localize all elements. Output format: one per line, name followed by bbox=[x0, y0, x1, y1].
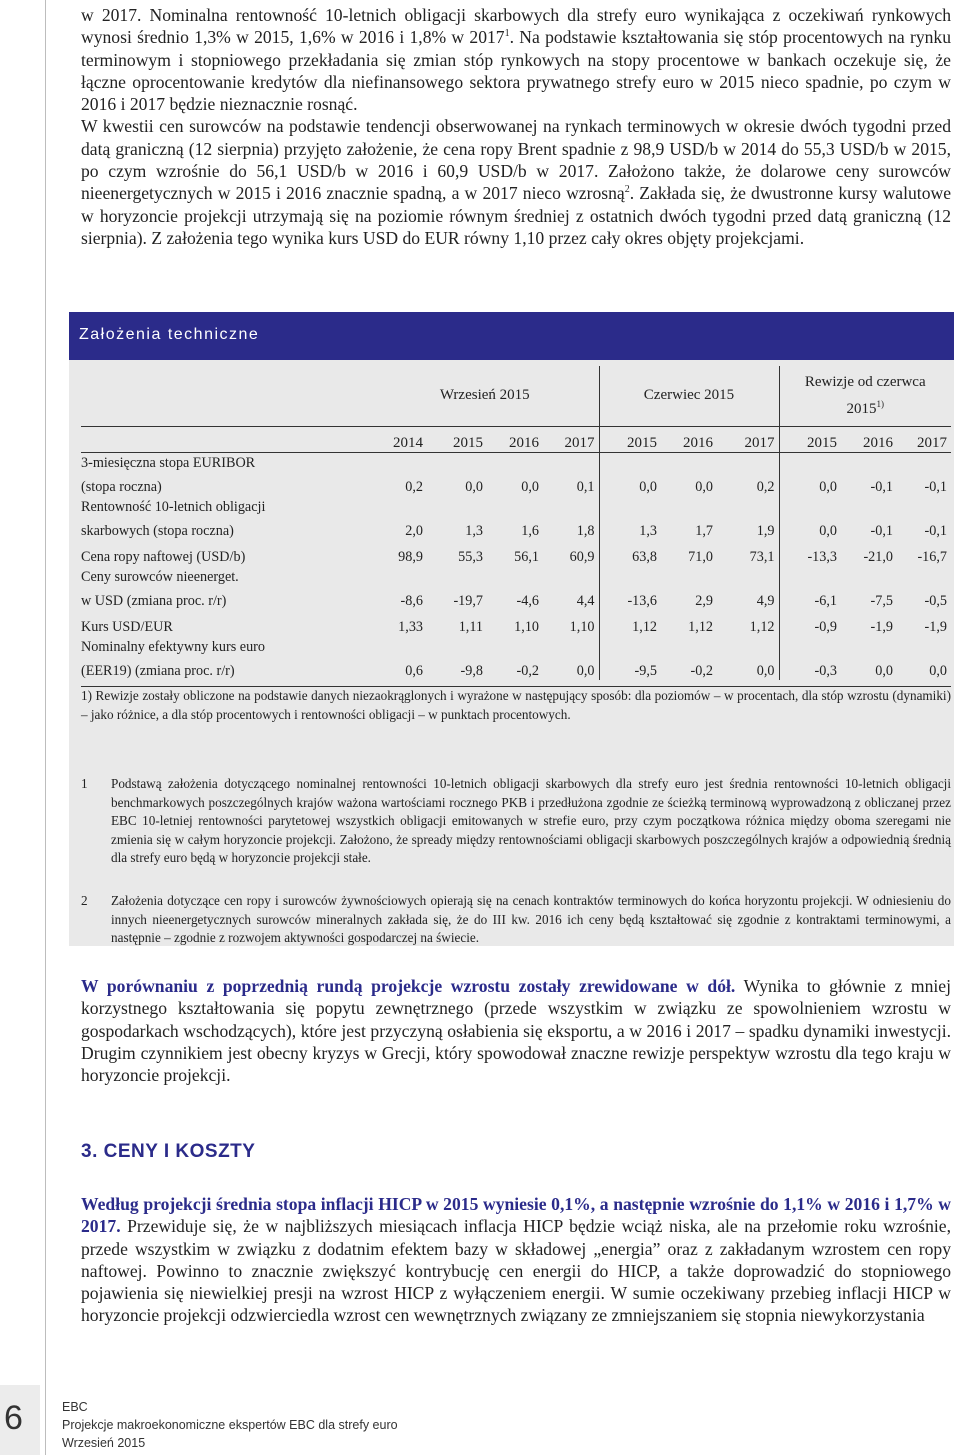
value-cell: 0,0 bbox=[717, 656, 779, 680]
table-row-label bbox=[81, 452, 951, 472]
empty-cell bbox=[717, 452, 779, 472]
empty-cell bbox=[543, 566, 599, 586]
table-row bbox=[81, 472, 951, 496]
box-title: Założenia techniczne bbox=[79, 326, 260, 343]
para1-text: w 2017. Nominalna rentowność 10-letnich obligacji skarbowych dla strefy euro wynikająca z oczekiwań rynkowych wynosi średnio 1,3% w 2015, 1,6% w 2016 i 1,8% w 2017 bbox=[81, 5, 951, 48]
empty-cell bbox=[661, 452, 717, 472]
empty-cell bbox=[427, 452, 487, 472]
empty-cell bbox=[599, 452, 661, 472]
empty-cell bbox=[897, 496, 951, 516]
footnote-ref-1[interactable]: 1 bbox=[504, 28, 510, 40]
row-label: 3-miesięczna stopa EURIBOR bbox=[81, 455, 256, 471]
row-label: Ceny surowców nieenerget. bbox=[81, 569, 239, 585]
empty-cell bbox=[717, 496, 779, 516]
empty-cell bbox=[543, 636, 599, 656]
empty-cell bbox=[841, 496, 897, 516]
value-cell: 1,33 bbox=[398, 619, 423, 635]
revisions-year-text: 2015 bbox=[846, 401, 877, 418]
year-header: 2016 bbox=[841, 426, 897, 452]
empty-cell bbox=[661, 566, 717, 586]
year-header: 2016 bbox=[661, 426, 717, 452]
empty-cell bbox=[779, 636, 841, 656]
value-cell: 0,6 bbox=[405, 663, 423, 679]
table-row bbox=[81, 656, 951, 680]
box-title-bar bbox=[69, 312, 954, 360]
value-cell: 60,9 bbox=[543, 540, 599, 566]
value-cell: 55,3 bbox=[458, 549, 483, 565]
value-cell: 1,9 bbox=[717, 516, 779, 540]
value-cell: 0,2 bbox=[405, 479, 423, 495]
value-cell: 0,0 bbox=[929, 663, 947, 679]
year-row-label bbox=[81, 426, 371, 452]
empty-cell bbox=[487, 636, 543, 656]
value-cell: 0,2 bbox=[717, 472, 779, 496]
value-cell: 0,0 bbox=[875, 663, 893, 679]
year-header: 2014 bbox=[371, 426, 427, 452]
para4-lead: Według projekcji średnia stopa inflacji HICP w 2015 wyniesie 0,1%, a następnie wzrośnie do 1,1% w 2016 i 1,7% w 2017. bbox=[81, 1194, 951, 1237]
empty-cell bbox=[371, 636, 427, 656]
value-cell: -9,5 bbox=[634, 663, 657, 679]
value-cell: -9,8 bbox=[460, 663, 483, 679]
group-header-sep2015: Wrzesień 2015 bbox=[371, 366, 599, 426]
footnote-number: 2 bbox=[81, 893, 88, 908]
value-cell: 2,0 bbox=[405, 523, 423, 539]
empty-cell bbox=[543, 496, 599, 516]
value-cell: 1,10 bbox=[543, 610, 599, 636]
group-header-revisions bbox=[779, 366, 951, 426]
body-paragraph-prices bbox=[81, 1193, 951, 1327]
value-cell: 2,9 bbox=[695, 593, 713, 609]
empty-cell bbox=[599, 636, 661, 656]
value-cell: -1,9 bbox=[870, 619, 893, 635]
page-number: 6 bbox=[4, 1399, 23, 1437]
value-cell: 1,7 bbox=[695, 523, 713, 539]
value-cell: -21,0 bbox=[863, 549, 893, 565]
footnote-2 bbox=[81, 892, 951, 952]
revisions-note: 1) Rewizje zostały obliczone na podstawie danych niezaokrąglonych i wyrażone w następujący sposób: dla poziomów – w procentach, dla stóp wzrostu (dynamiki) – jako różnice, a dla stóp procentowych i rentowności obligacji – w punktach procentowych. bbox=[81, 688, 951, 722]
year-header: 2015 bbox=[427, 426, 487, 452]
footer-org: EBC bbox=[62, 1400, 88, 1414]
footnote-text: Podstawą założenia dotyczącego nominalnej rentowności 10-letnich obligacji skarbowych dla strefy euro jest średnia rentowności 10-letnich obligacji benchmarkowych poszczególnych krajów ważona wartościami rocznego PKB i przedłużona zgodnie ze ścieżką terminową wyprowadzoną z obliczanej przez EBC 10-letniej rentowności parytetowej wszystkich obligacji emitowanych w strefie euro, przy czym początkowa różnica między oboma szeregami nie zmienia się w całym horyzoncie projekcji. Założono, że spready między rentownościami obligacji skarbowych poszczególnych krajów a odpowiednią średnią dla strefy euro będą w horyzoncie projekcji stałe. bbox=[111, 776, 951, 865]
empty-cell bbox=[371, 566, 427, 586]
value-cell: 0,0 bbox=[639, 479, 657, 495]
value-cell: -8,6 bbox=[400, 593, 423, 609]
empty-cell bbox=[897, 452, 951, 472]
body-paragraph-growth bbox=[81, 975, 951, 1086]
margin-rule bbox=[45, 0, 46, 1455]
year-header: 2017 bbox=[543, 426, 599, 452]
value-cell: 0,0 bbox=[465, 479, 483, 495]
empty-cell bbox=[543, 452, 599, 472]
para1-text-cont: . Na podstawie kształtowania się stóp procentowych na rynku terminowym i stopniowego przekładania się zmian stóp rynkowych na stopy procentowe w bankach oczekuje się, że łączne oprocentowanie kredytów dla niefinansowego sektora prywatnego strefy euro w 2015 nieco spadnie, po czym w 2016 i 2017 będzie nieznacznie rosnąć. bbox=[81, 27, 952, 115]
empty-cell bbox=[661, 636, 717, 656]
empty-cell bbox=[779, 496, 841, 516]
empty-cell bbox=[779, 566, 841, 586]
empty-cell bbox=[487, 566, 543, 586]
row-label: w USD (zmiana proc. r/r) bbox=[81, 593, 227, 609]
row-label: Nominalny efektywny kurs euro bbox=[81, 639, 266, 655]
table-corner bbox=[81, 366, 371, 426]
revisions-footnote-ref: 1) bbox=[876, 399, 884, 410]
value-cell: 98,9 bbox=[398, 549, 423, 565]
value-cell: -16,7 bbox=[917, 549, 947, 565]
value-cell: -19,7 bbox=[453, 593, 483, 609]
year-header: 2017 bbox=[717, 426, 779, 452]
value-cell: -0,1 bbox=[870, 479, 893, 495]
value-cell: 71,0 bbox=[688, 549, 713, 565]
value-cell: -0,1 bbox=[870, 523, 893, 539]
year-header: 2016 bbox=[487, 426, 543, 452]
para3-text: Wynika to głównie z mniej korzystnego kształtowania się popytu zewnętrznego (przede wszystkim w związku ze spowolnieniem wzrostu w gospodarkach wschodzących), które jest przyczyną osłabienia się eksportu, a w 2016 i 2017 – spadku dynamiki inwestycji. Drugim czynnikiem jest obecny kryzys w Grecji, który spowodował znaczne rewizje perspektyw wzrostu dla tego kraju w horyzoncie projekcji. bbox=[81, 976, 951, 1086]
empty-cell bbox=[897, 636, 951, 656]
revisions-label: Rewizje od czerwca bbox=[804, 374, 926, 391]
table-row-label bbox=[81, 566, 951, 586]
value-cell: -1,9 bbox=[924, 619, 947, 635]
value-cell: 1,11 bbox=[458, 619, 483, 635]
row-label: Kurs USD/EUR bbox=[81, 619, 173, 635]
value-cell: 0,0 bbox=[819, 523, 837, 539]
empty-cell bbox=[897, 566, 951, 586]
empty-cell bbox=[427, 636, 487, 656]
value-cell: 0,0 bbox=[695, 479, 713, 495]
value-cell: -0,2 bbox=[690, 663, 713, 679]
empty-cell bbox=[371, 452, 427, 472]
table-row bbox=[81, 516, 951, 540]
row-label: (EER19) (zmiana proc. r/r) bbox=[81, 663, 235, 679]
value-cell: 1,12 bbox=[717, 610, 779, 636]
empty-cell bbox=[717, 636, 779, 656]
row-label: Rentowność 10-letnich obligacji bbox=[81, 499, 266, 515]
value-cell: -6,1 bbox=[814, 593, 837, 609]
footer-date: Wrzesień 2015 bbox=[62, 1436, 146, 1450]
row-label: Cena ropy naftowej (USD/b) bbox=[81, 549, 246, 565]
empty-cell bbox=[427, 566, 487, 586]
year-header: 2017 bbox=[897, 426, 951, 452]
value-cell: -13,3 bbox=[807, 549, 837, 565]
empty-cell bbox=[841, 636, 897, 656]
section-heading: 3. CENY I KOSZTY bbox=[81, 1141, 256, 1162]
revisions-year bbox=[780, 393, 952, 420]
value-cell: 1,3 bbox=[639, 523, 657, 539]
para4-text: Przewiduje się, że w najbliższych miesiącach inflacja HICP będzie wciąż niska, ale na przełomie roku wzrośnie, przede wszystkim w związku z dodatnim efektem bazy w składowej „energia” oraz z zakładanym wzrostem cen ropy naftowej. Powinno to znacznie zwiększyć kontrybucję cen energii do HICP, a także doprowadzić do stopniowego pojawienia się niewielkiej presji na wzrost HICP z wyłączeniem energii. W sumie oczekiwany przebieg inflacji HICP w horyzoncie projekcji odzwierciedla wzrost cen wewnętrznych związany ze zmniejszaniem się stopnia niewykorzystania bbox=[81, 1216, 951, 1326]
value-cell: -13,6 bbox=[627, 593, 657, 609]
empty-cell bbox=[427, 496, 487, 516]
value-cell: 1,6 bbox=[521, 523, 539, 539]
value-cell: 4,9 bbox=[717, 586, 779, 610]
table-row bbox=[81, 610, 951, 636]
value-cell: 63,8 bbox=[632, 549, 657, 565]
empty-cell bbox=[487, 496, 543, 516]
year-header: 2015 bbox=[599, 426, 661, 452]
assumptions-table bbox=[81, 366, 951, 687]
value-cell: -7,5 bbox=[870, 593, 893, 609]
value-cell: -0,3 bbox=[814, 663, 837, 679]
body-paragraph-rates bbox=[81, 4, 951, 249]
value-cell: 1,10 bbox=[514, 619, 539, 635]
table-row bbox=[81, 586, 951, 610]
table-row bbox=[81, 540, 951, 566]
value-cell: 0,1 bbox=[543, 472, 599, 496]
para2-text: W kwestii cen surowców na podstawie tendencji obserwowanej na rynkach terminowych w okresie dwóch tygodni przed datą graniczną (12 sierpnia) przyjęto założenie, że cena ropy Brent spadnie z 98,9 USD/b w 2014 do 55,3 USD/b w 2015, po czym wzrośnie do 56,1 USD/b w 2016 i 60,9 USD/b w 2017. Założono także, że dolarowe ceny surowców nieenergetycznych w 2015 i 2016 znacznie spadną, a w 2017 nieco wzrosną bbox=[81, 116, 951, 204]
table-row-label bbox=[81, 636, 951, 656]
value-cell: -0,1 bbox=[924, 523, 947, 539]
footnote-ref-2[interactable]: 2 bbox=[624, 184, 630, 196]
value-cell: -0,1 bbox=[924, 479, 947, 495]
footnote-number: 1 bbox=[81, 776, 88, 791]
empty-cell bbox=[661, 496, 717, 516]
value-cell: 1,8 bbox=[543, 516, 599, 540]
empty-cell bbox=[779, 452, 841, 472]
footnote-text: Założenia dotyczące cen ropy i surowców żywnościowych opierają się na cenach kontraktów terminowych do końca horyzontu projekcji. W odniesieniu do innych nieenergetycznych surowców mineralnych zakłada się, że do III kw. 2016 ich ceny będą kształtować się zgodnie z kontraktami terminowymi, a następnie – zgodnie z rozwojem aktywności gospodarczej na świecie. bbox=[111, 893, 951, 945]
row-label: skarbowych (stopa roczna) bbox=[81, 523, 234, 539]
value-cell: -0,5 bbox=[924, 593, 947, 609]
empty-cell bbox=[371, 496, 427, 516]
value-cell: 1,3 bbox=[465, 523, 483, 539]
table-row-label bbox=[81, 496, 951, 516]
value-cell: -0,2 bbox=[516, 663, 539, 679]
page-number-tab bbox=[0, 1385, 40, 1455]
empty-cell bbox=[841, 452, 897, 472]
empty-cell bbox=[487, 452, 543, 472]
row-label: (stopa roczna) bbox=[81, 479, 162, 495]
empty-cell bbox=[717, 566, 779, 586]
empty-cell bbox=[599, 496, 661, 516]
footer-title: Projekcje makroekonomiczne ekspertów EBC dla strefy euro bbox=[62, 1418, 398, 1432]
group-header-jun2015: Czerwiec 2015 bbox=[599, 366, 779, 426]
value-cell: 56,1 bbox=[514, 549, 539, 565]
empty-cell bbox=[599, 566, 661, 586]
para2-text-cont: . Zakłada się, że dwustronne kursy walutowe w horyzoncie projekcji utrzymają się na poziomie równym średniej z ostatnich dwóch tygodni przed datą graniczną (12 sierpnia). Z założenia tego wynika kurs USD do EUR równy 1,10 przez cały okres objęty projekcjami. bbox=[81, 183, 951, 248]
value-cell: 1,12 bbox=[688, 619, 713, 635]
value-cell: 4,4 bbox=[543, 586, 599, 610]
value-cell: 0,0 bbox=[819, 479, 837, 495]
value-cell: 0,0 bbox=[521, 479, 539, 495]
empty-cell bbox=[841, 566, 897, 586]
value-cell: -4,6 bbox=[516, 593, 539, 609]
value-cell: 1,12 bbox=[632, 619, 657, 635]
value-cell: 73,1 bbox=[717, 540, 779, 566]
para3-lead: W porównaniu z poprzednią rundą projekcje wzrostu zostały zrewidowane w dół. bbox=[81, 976, 736, 996]
value-cell: -0,9 bbox=[814, 619, 837, 635]
year-header: 2015 bbox=[779, 426, 841, 452]
value-cell: 0,0 bbox=[543, 656, 599, 680]
footnote-1 bbox=[81, 775, 951, 885]
